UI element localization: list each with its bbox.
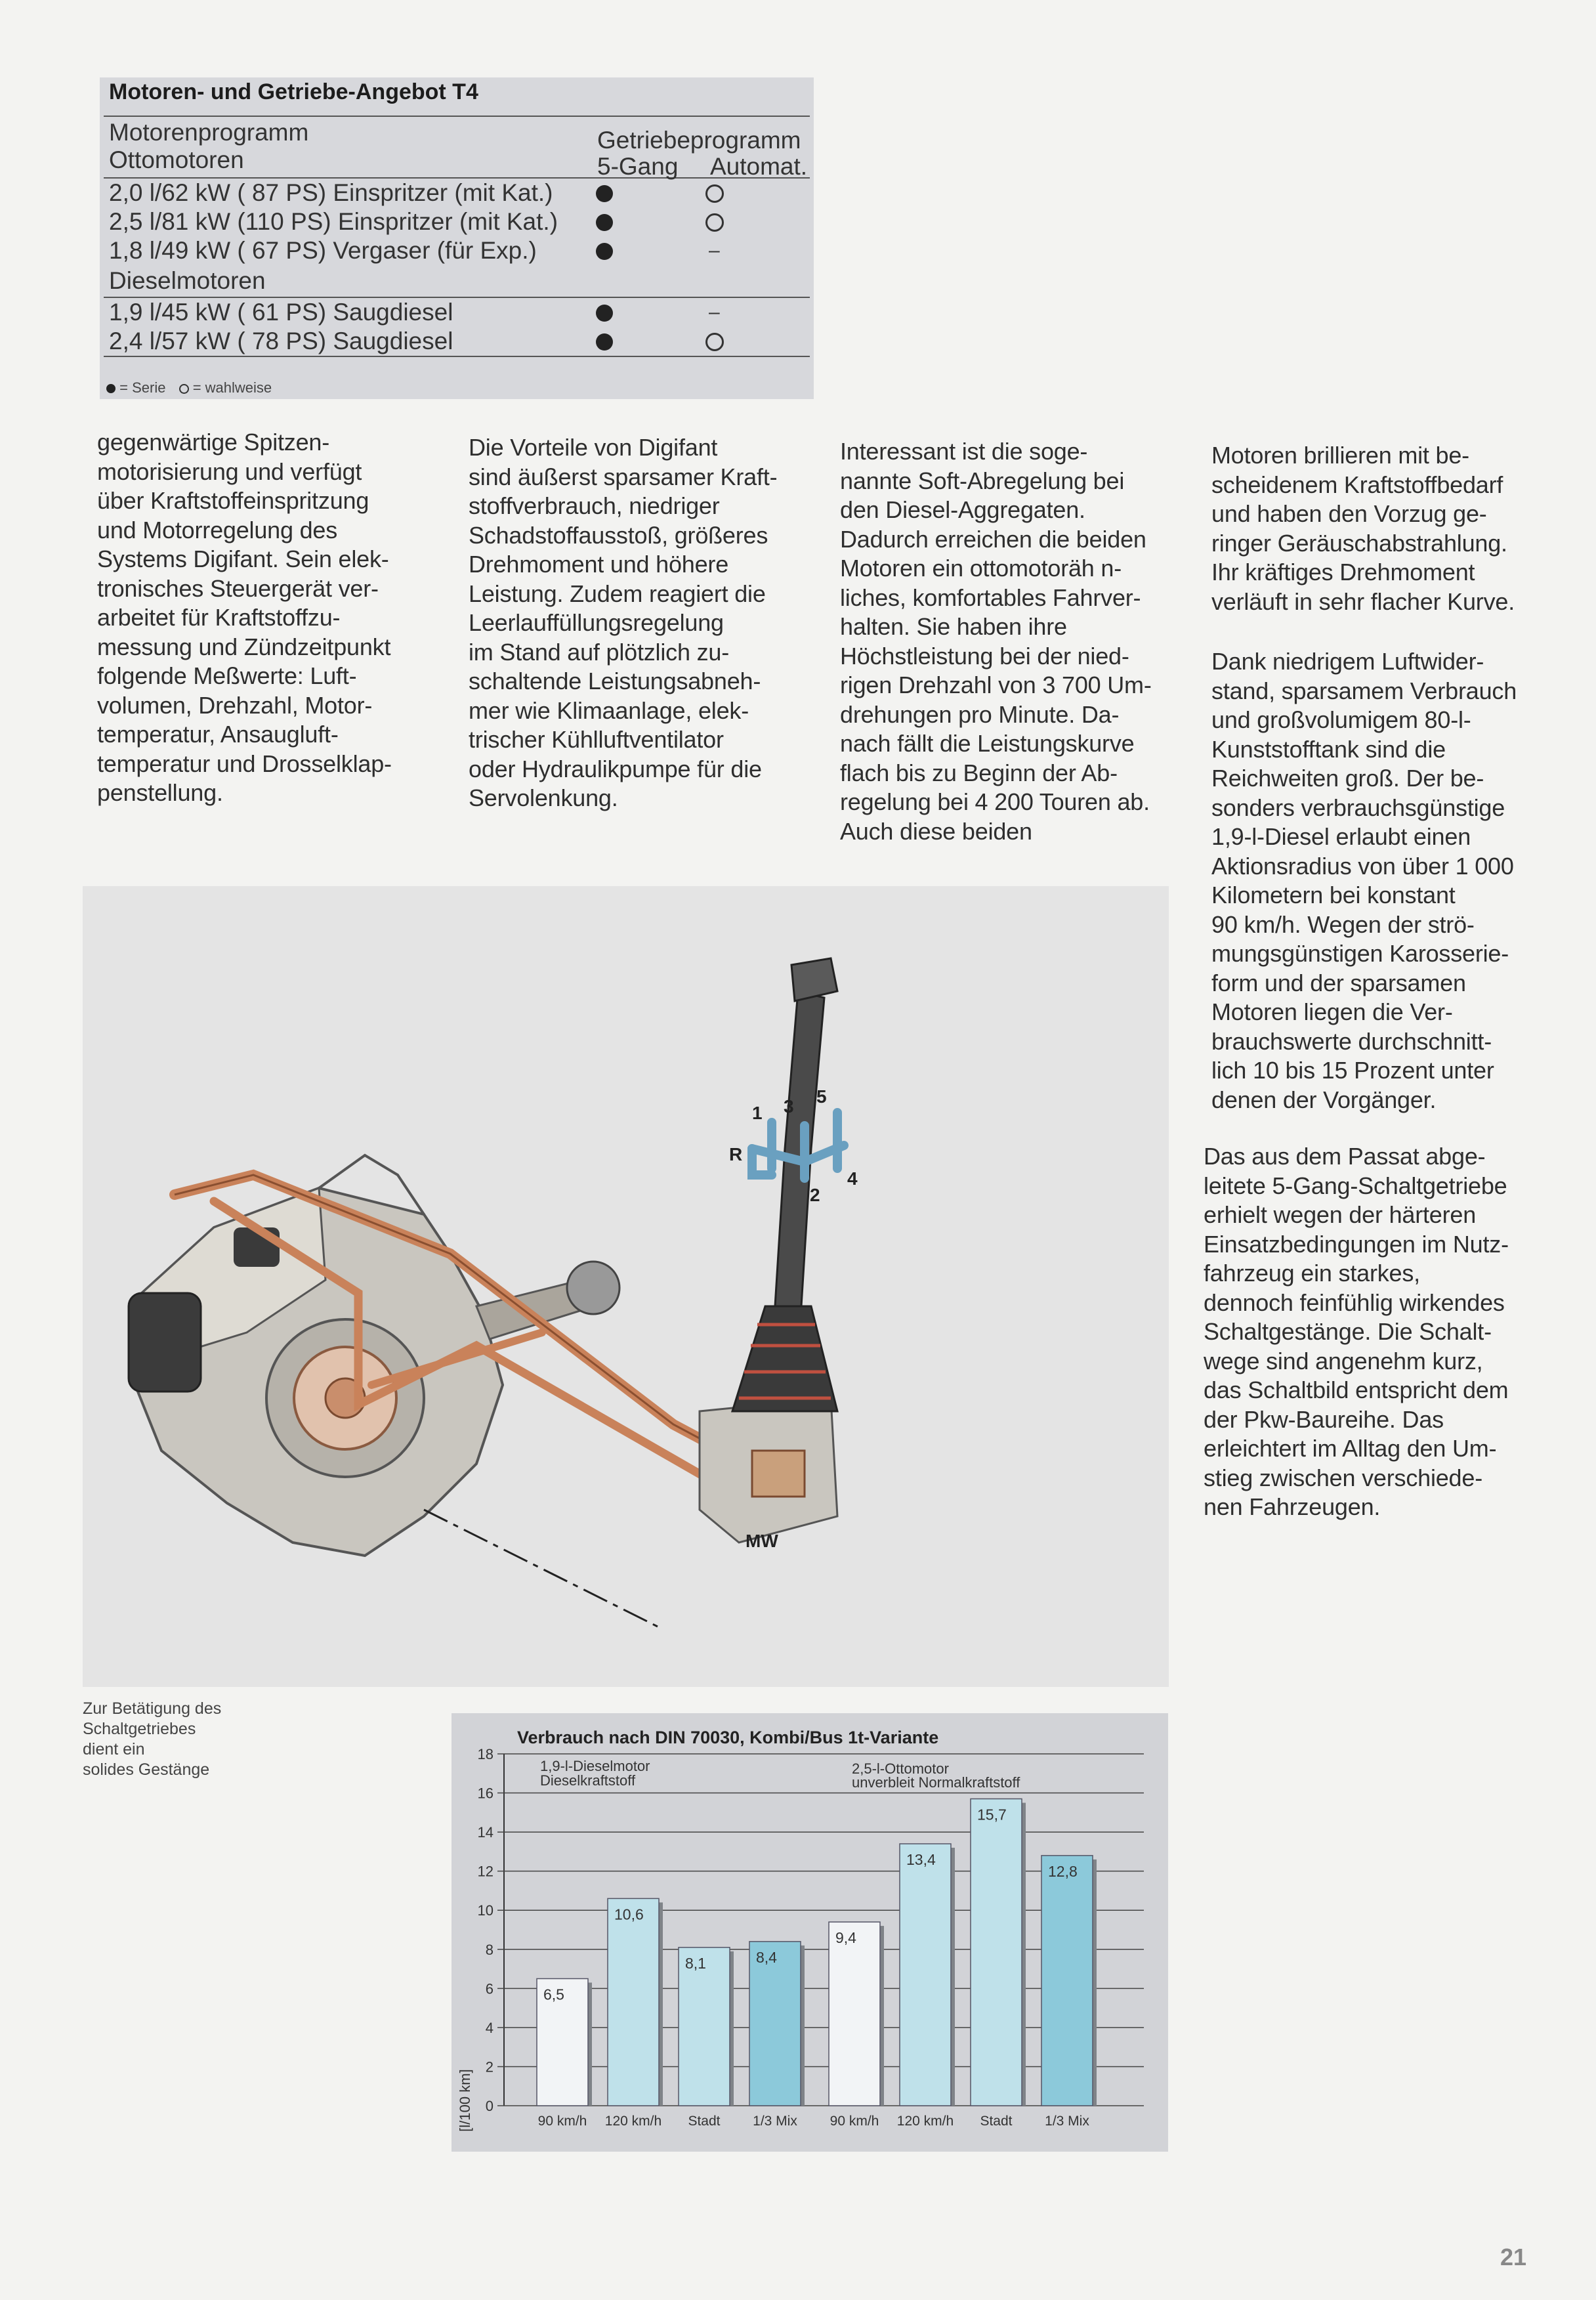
chart-bars [537, 1799, 1097, 2129]
x-category-label: 1/3 Mix [753, 2114, 797, 2129]
engine-cell: 2,0 l/62 kW ( 87 PS) Einspritzer (mit Kat.) [109, 179, 553, 206]
shift-label-2: 2 [810, 1185, 820, 1205]
gearbox-linkage-illustration [83, 886, 1169, 1687]
table-row [104, 207, 810, 236]
table-legend [106, 379, 272, 396]
table-row [104, 179, 810, 207]
y-tick-label: 10 [477, 1902, 494, 1919]
text-column-4-para-3: Das aus dem Passat abge- leitete 5-Gang-Schaltgetriebe erhielt wegen der härteren Einsatzbedingungen im Nutz- fahrzeug ein starkes, dennoch feinfühlig wirkendes Schaltgestänge. Die Schalt- wege sind angenehm kurz, das Schaltbild entspricht dem der Pkw-Baureihe. Das erleichtert im Alltag den Um- stieg zwischen verschiede- nen Fahrzeugen. [1204, 1143, 1509, 1520]
optional-ring-icon [705, 213, 724, 232]
y-tick-label: 4 [485, 2019, 494, 2036]
engine-cell: 1,9 l/45 kW ( 61 PS) Saugdiesel [109, 299, 453, 326]
series-2-name: 2,5-l-Ottomotor [852, 1760, 949, 1777]
y-axis-label: [l/100 km] [457, 2069, 473, 2132]
y-tick-label: 16 [477, 1785, 494, 1802]
bar [971, 1799, 1022, 2106]
y-tick-label: 18 [477, 1746, 494, 1762]
optional-ring-icon [705, 333, 724, 351]
standard-dot-icon [596, 214, 613, 231]
text-column-2: Die Vorteile von Digifant sind äußerst sparsamer Kraft- stoffverbrauch, niedriger Schadstoffausstoß, größeres Drehmoment und höhere Leistung. Zudem reagiert die Leerlauffüllungsregelung im Stand auf plötzlich zu- schaltende Leistungsabneh- mer wie Klimaanlage, elek- trischer Kühlluftventilator oder Hydraulikpumpe für die Servolenkung. [469, 434, 778, 811]
shift-knob [791, 958, 837, 1001]
legend-standard: = Serie [119, 379, 166, 396]
shift-label-4: 4 [847, 1168, 858, 1189]
bar-value-label: 15,7 [977, 1806, 1007, 1823]
x-category-label: Stadt [980, 2114, 1013, 2129]
series-1-subtitle: Dieselkraftstoff [540, 1772, 636, 1789]
bar [829, 1922, 880, 2106]
x-category-label: 90 km/h [537, 2114, 587, 2129]
table-row [104, 236, 810, 265]
petrol-label: Ottomotoren [109, 146, 244, 173]
figure-caption: Zur Betätigung des Schaltgetriebes dient ein solides Gestänge [83, 1699, 222, 1779]
bar-value-label: 13,4 [906, 1850, 936, 1868]
standard-dot-icon [596, 333, 613, 351]
x-category-label: 120 km/h [604, 2114, 662, 2129]
manual-label: 5-Gang [597, 153, 679, 180]
legend-optional: = wahlweise [192, 379, 272, 396]
bar-value-label: 8,1 [685, 1954, 706, 1972]
bar [900, 1844, 951, 2106]
table-title: Motoren- und Getriebe-Angebot T4 [109, 79, 478, 104]
series-1-name: 1,9-l-Dieselmotor [540, 1758, 650, 1774]
engine-cell: 2,5 l/81 kW (110 PS) Einspritzer (mit Kat.) [109, 208, 558, 235]
series-2-subtitle: unverbleit Normalkraftstoff [852, 1774, 1020, 1791]
gearbox-cover [129, 1293, 201, 1392]
table-header [104, 116, 810, 180]
consumption-chart [452, 1713, 1168, 2152]
not-available-cell: – [709, 240, 720, 261]
program-label: Motorenprogramm [109, 119, 309, 146]
text-column-3: Interessant ist die soge- nannte Soft-Abregelung bei den Diesel-Aggregaten. Dadurch erreichen die beiden Motoren ein ottomotoräh n- liches, komfortables Fahrver- halten. Sie haben ihre Höchstleistung bei der nied- rigen Drehzahl von 3 700 Um- drehungen pro Minute. Da- nach fällt die Leistungskurve flach bis zu Beginn der Ab- regelung bei 4 200 Touren ab. Auch diese beiden [840, 438, 1152, 845]
y-tick-label: 0 [485, 2098, 494, 2114]
y-tick-label: 6 [485, 1980, 494, 1997]
x-category-label: 90 km/h [830, 2114, 879, 2129]
engine-cell: 2,4 l/57 kW ( 78 PS) Saugdiesel [109, 328, 453, 354]
diesel-label: Dieselmotoren [109, 267, 266, 294]
chart-title: Verbrauch nach DIN 70030, Kombi/Bus 1t-Variante [517, 1728, 939, 1747]
not-available-cell: – [709, 301, 720, 323]
optional-ring-icon [705, 184, 724, 203]
engine-cell: 1,8 l/49 kW ( 67 PS) Vergaser (für Exp.) [109, 237, 537, 264]
y-tick-label: 2 [485, 2058, 494, 2076]
bar-value-label: 6,5 [543, 1986, 564, 2003]
mw-leader-line [424, 1510, 660, 1628]
shift-lever [775, 991, 824, 1306]
text-column-4-para-2: Dank niedrigem Luftwider- stand, sparsamem Verbrauch und großvolumigem 80-l- Kunststofftank sind die Reichweiten groß. Der be- sonders verbrauchsgünstige 1,9-l-Diesel erlaubt einen Aktionsradius von über 1 000 Kilometern bei konstant 90 km/h. Wegen der strö- mungsgünstigen Karosserie- form und der sparsamen Motoren liegen die Ver- brauchswerte durchschnitt- lich 10 bis 15 Prozent unter denen der Vorgänger. [1211, 648, 1517, 1113]
standard-dot-icon [596, 305, 613, 322]
gearbox-label: Getriebeprogramm [597, 127, 801, 154]
bar-value-label: 8,4 [756, 1948, 777, 1966]
table-row [104, 298, 810, 327]
optional-ring-icon [179, 384, 189, 394]
bar [749, 1942, 801, 2106]
page-number: 21 [1500, 2244, 1527, 2270]
standard-dot-icon [596, 243, 613, 260]
shift-boot [732, 1306, 837, 1411]
bar [608, 1898, 659, 2106]
x-category-label: 120 km/h [896, 2114, 954, 2129]
bar-value-label: 10,6 [614, 1906, 644, 1923]
diesel-section-header [104, 265, 810, 298]
text-column-1: gegenwärtige Spitzen- motorisierung und verfügt über Kraftstoffeinspritzung und Motorregelung des Systems Digifant. Sein elek- tronisches Steuergerät ver- arbeitet für Kraftstoffzu- messung und Zündzeitpunkt folgende Meßwerte: Luft- volumen, Drehzahl, Motor- temperatur, Ansaugluft- temperatur und Drosselklap- penstellung. [97, 429, 392, 806]
engine-gearbox-table [100, 77, 814, 399]
consumption-chart-svg [452, 1713, 1168, 2152]
text-column-4-para-1: Motoren brillieren mit be- scheidenem Kraftstoffbedarf und haben den Vorzug ge- ringer Geräuschabstrahlung. Ihr kräftiges Drehmoment verläuft in sehr flacher Kurve. [1211, 442, 1515, 615]
x-category-label: 1/3 Mix [1045, 2114, 1089, 2129]
standard-dot-icon [596, 185, 613, 202]
table-row [104, 327, 810, 357]
shift-label-1: 1 [752, 1103, 763, 1123]
gearbox-drawing [83, 886, 1169, 1687]
shift-label-5: 5 [816, 1086, 827, 1107]
mw-label: MW [746, 1531, 778, 1551]
y-tick-label: 12 [477, 1863, 494, 1880]
x-category-label: Stadt [688, 2114, 721, 2129]
bar-value-label: 9,4 [835, 1929, 856, 1947]
auto-label: Automat. [710, 153, 808, 180]
bar-value-label: 12,8 [1048, 1862, 1078, 1880]
standard-dot-icon [106, 384, 116, 393]
y-tick-label: 14 [477, 1824, 494, 1841]
y-tick-label: 8 [485, 1941, 494, 1958]
shift-label-3: 3 [784, 1096, 794, 1117]
shift-label-r: R [729, 1144, 743, 1164]
bar [1041, 1856, 1093, 2106]
